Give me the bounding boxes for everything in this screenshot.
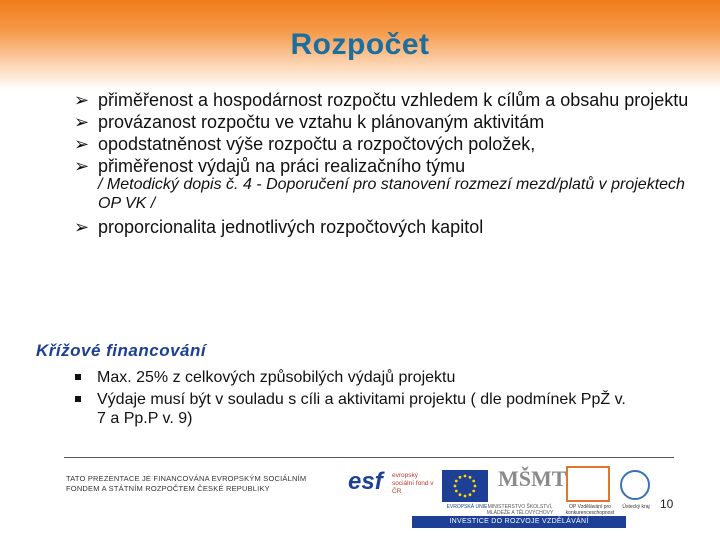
investice-banner: INVESTICE DO ROZVOJE VZDĚLÁVÁNÍ — [412, 516, 626, 528]
sub-bullet-text: Výdaje musí být v souladu s cíli a aktivitami projektu ( dle podmínek PpŽ v. 7 a Pp.P v. 9) — [97, 391, 626, 427]
bullet-text: přiměřenost a hospodárnost rozpočtu vzhledem k cílům a obsahu projektu — [98, 90, 689, 110]
section-title: Křížové financování — [36, 341, 207, 360]
sub-bullet-item — [75, 390, 635, 428]
bullet-item — [74, 217, 694, 238]
bullet-text: provázanost rozpočtu ve vztahu k plánovaným aktivitám — [98, 112, 545, 132]
arrow-bullet-icon: ➢ — [74, 90, 90, 110]
slide-title: Rozpočet — [290, 28, 430, 61]
arrow-bullet-icon: ➢ — [74, 217, 90, 237]
region-logo-icon — [620, 470, 650, 500]
esf-logo: esf — [348, 468, 383, 495]
bullet-text: přiměřenost výdajů na práci realizačního týmu — [98, 156, 466, 176]
square-bullet-icon — [75, 374, 81, 380]
bullet-item — [74, 90, 694, 111]
eu-caption: EVROPSKÁ UNIE — [446, 504, 488, 510]
bullet-item — [74, 156, 694, 177]
funding-statement: TATO PREZENTACE JE FINANCOVÁNA EVROPSKÝM SOCIÁLNÍM FONDEM A STÁTNÍM ROZPOČTEM ČESKÉ REPUBLIKY — [66, 474, 307, 493]
sub-bullet-list — [75, 368, 635, 431]
msmt-logo: MŠMT — [498, 466, 567, 491]
bullet-item — [74, 134, 694, 155]
bullet-item — [74, 112, 694, 133]
main-bullet-list — [74, 90, 694, 239]
msmt-caption: MINISTERSTVO ŠKOLSTVÍ, MLÁDEŽE A TĚLOVÝCHOVY — [486, 504, 554, 516]
region-caption: Ústecký kraj — [622, 504, 650, 510]
bullet-text: opodstatněnost výše rozpočtu a rozpočtových položek, — [98, 134, 536, 154]
arrow-bullet-icon: ➢ — [74, 112, 90, 132]
footer-divider — [64, 457, 674, 458]
square-bullet-icon — [75, 396, 81, 402]
bullet-text: proporcionalita jednotlivých rozpočtových kapitol — [98, 217, 484, 237]
logo-strip — [348, 464, 658, 532]
methodology-note: / Metodický dopis č. 4 - Doporučení pro stanovení rozmezí mezd/platů v projektech OP VK / — [98, 176, 685, 212]
arrow-bullet-icon: ➢ — [74, 134, 90, 154]
eu-flag-icon — [442, 470, 488, 502]
sub-bullet-item — [75, 368, 635, 387]
page-number: 10 — [660, 497, 674, 511]
op-caption: OP Vzdělávání pro konkurenceschopnost — [565, 504, 615, 516]
arrow-bullet-icon: ➢ — [74, 156, 90, 176]
op-logo-icon — [566, 466, 610, 502]
sub-bullet-text: Max. 25% z celkových způsobilých výdajů projektu — [97, 369, 456, 386]
esf-caption: evropský sociální fond v ČR — [392, 472, 434, 495]
